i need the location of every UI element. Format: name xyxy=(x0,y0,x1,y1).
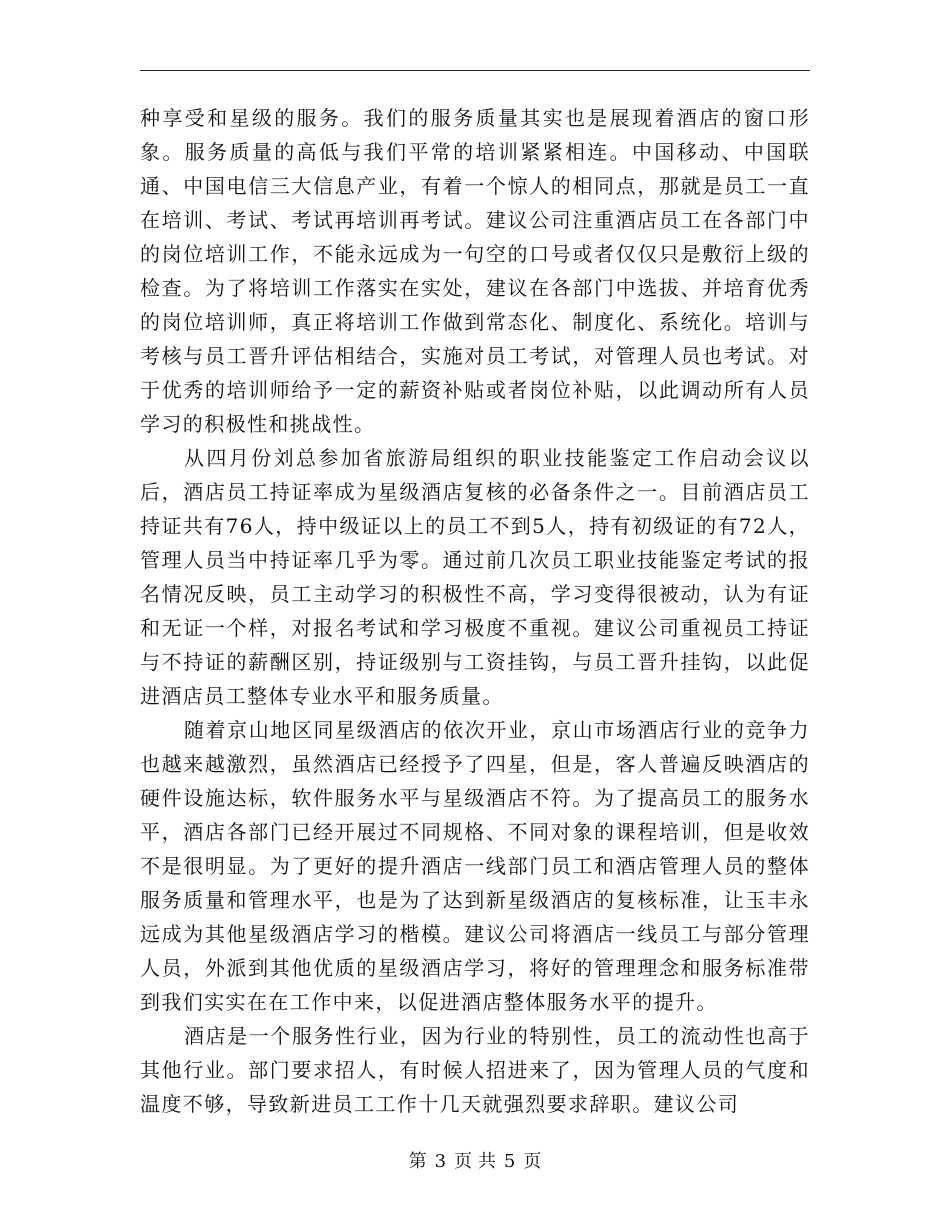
footer-total-pages: 5 xyxy=(503,1151,516,1172)
paragraph-3: 随着京山地区同星级酒店的依次开业，京山市场酒店行业的竞争力也越来越激烈，虽然酒店已经授予了四星，但是，客人普遍反映酒店的硬件设施达标，软件服务水平与星级酒店不符。为了提高员工的服务水平，酒店各部门已经开展过不同规格、不同对象的课程培训，但是收效不是很明显。为了更好的提升酒店一线部门员工和酒店管理人员的整体服务质量和管理水平，也是为了达到新星级酒店的复核标准，让玉丰永远成为其他星级酒店学习的楷模。建议公司将酒店一线员工与部分管理人员，外派到其他优质的星级酒店学习，将好的管理理念和服务标准带到我们实实在在工作中来，以促进酒店整体服务水平的提升。 xyxy=(140,718,810,1014)
document-body xyxy=(140,101,810,1121)
footer-middle: 页 共 xyxy=(454,1151,496,1172)
header-rule xyxy=(140,70,810,71)
paragraph-2: 从四月份刘总参加省旅游局组织的职业技能鉴定工作启动会议以后，酒店员工持证率成为星级酒店复核的必备条件之一。目前酒店员工持证共有76人，持中级证以上的员工不到5人，持有初级证的有72人，管理人员当中持证率几乎为零。通过前几次员工职业技能鉴定考试的报名情况反映，员工主动学习的积极性不高，学习变得很被动，认为有证和无证一个样，对报名考试和学习极度不重视。建议公司重视员工持证与不持证的薪酬区别，持证级别与工资挂钩，与员工晋升挂钩，以此促进酒店员工整体专业水平和服务质量。 xyxy=(140,446,810,708)
paragraph-4: 酒店是一个服务性行业，因为行业的特别性，员工的流动性也高于其他行业。部门要求招人，有时候人招进来了，因为管理人员的气度和温度不够，导致新进员工工作十几天就强烈要求辞职。建议公司 xyxy=(140,1024,810,1116)
footer-prefix: 第 xyxy=(408,1151,427,1172)
page-footer xyxy=(0,1150,950,1174)
footer-page-number: 3 xyxy=(434,1151,447,1172)
paragraph-1: 种享受和星级的服务。我们的服务质量其实也是展现着酒店的窗口形象。服务质量的高低与我们平常的培训紧紧相连。中国移动、中国联通、中国电信三大信息产业，有着一个惊人的相同点，那就是员工一直在培训、考试、考试再培训再考试。建议公司注重酒店员工在各部门中的岗位培训工作，不能永远成为一句空的口号或者仅仅只是敷衍上级的检查。为了将培训工作落实在实处，建议在各部门中选拔、并培育优秀的岗位培训师，真正将培训工作做到常态化、制度化、系统化。培训与考核与员工晋升评估相结合，实施对员工考试，对管理人员也考试。对于优秀的培训师给予一定的薪资补贴或者岗位补贴，以此调动所有人员学习的积极性和挑战性。 xyxy=(140,106,810,436)
footer-suffix: 页 xyxy=(523,1151,542,1172)
